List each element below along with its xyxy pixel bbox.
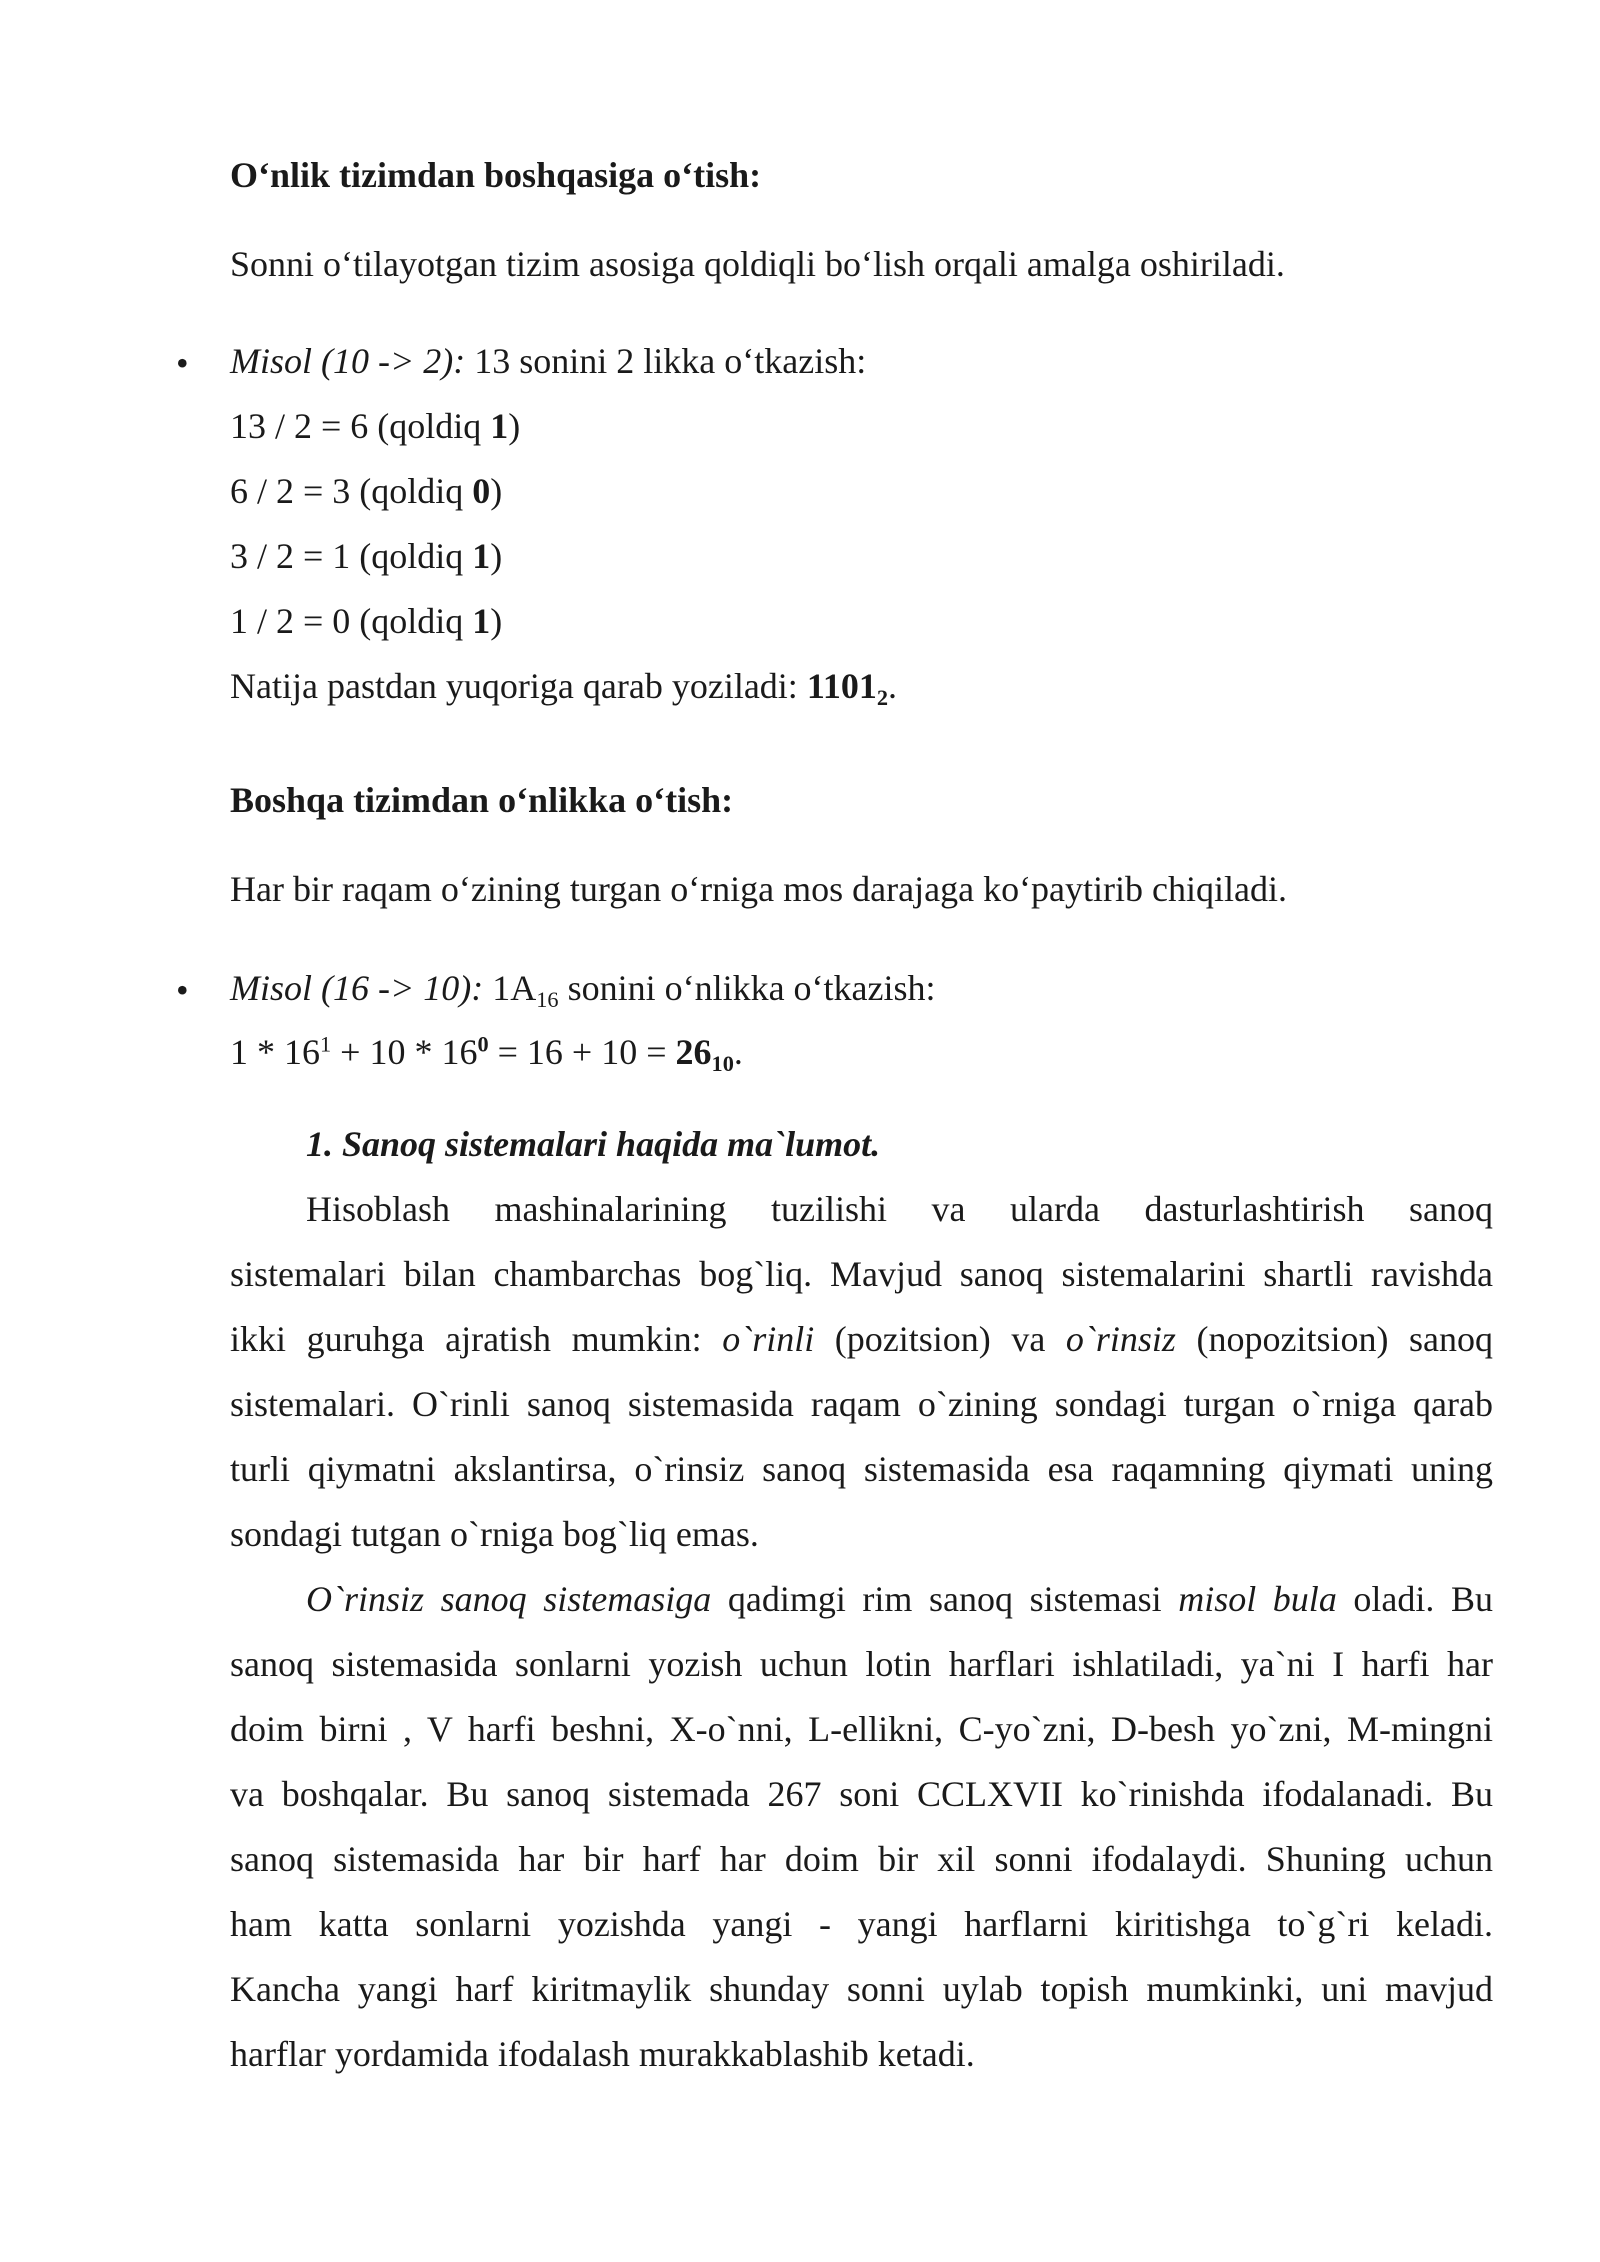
remainder: 1: [490, 406, 509, 446]
remainder: 0: [472, 471, 491, 511]
result-base: 2: [876, 685, 888, 711]
section2-example: Misol (16 -> 10): $1A_{16}$ sonini o‘nlikka o‘tkazish:: [230, 968, 936, 1013]
section3-heading: 1. Sanoq sistemalari haqida ma`lumot.: [306, 1124, 881, 1164]
result-value: 1101: [806, 666, 877, 706]
section1-result: Natija pastdan yuqoriga qarab yoziladi: $1101_2$.: [230, 666, 897, 711]
example-label: Misol (16 -> 10):: [230, 968, 484, 1008]
section1-heading: O‘nlik tizimdan boshqasiga o‘tish:: [230, 155, 762, 195]
bullet-icon: [176, 970, 189, 1011]
section1-intro: Sonni o‘tilayotgan tizim asosiga qoldiqli bo‘lish orqali amalga oshiriladi.: [230, 244, 1285, 284]
section2-formula: $1 * 16^1 + 10 * 16^0 = 16 + 10 = 26_{10}$.: [230, 1031, 743, 1077]
section2-heading: Boshqa tizimdan o‘nlikka o‘tish:: [230, 780, 734, 820]
example-text: 13 sonini 2 likka o‘tkazish:: [465, 341, 867, 381]
example-label: Misol (10 -> 2):: [230, 341, 466, 381]
division-step: 13 / 2 = 6 (qoldiq 1): [230, 406, 521, 446]
section2-intro: Har bir raqam o‘zining turgan o‘rniga mos darajaga ko‘paytirib chiqiladi.: [230, 869, 1287, 909]
division-step: 6 / 2 = 3 (qoldiq 0): [230, 471, 503, 511]
remainder: 1: [472, 601, 491, 641]
bullet-icon: [176, 343, 189, 384]
division-step: 1 / 2 = 0 (qoldiq 1): [230, 601, 503, 641]
formula-result: 26: [675, 1032, 712, 1072]
section1-example: [230, 341, 866, 382]
document-page: O‘nlik tizimdan boshqasiga o‘tish: Sonni o‘tilayotgan tizim asosiga qoldiqli bo‘lish orqali amalga oshiriladi. • Misol (10 -> 2): 13 sonini 2 likka o‘tkazish: 13 / 2 = 6 (qoldiq 1) 6 / 2 = 3 (qoldiq 0) 3 / 2 = 1 (qoldiq 1) 1 / 2 = 0 (qoldiq 1) Natija pastdan yuqoriga qarab yoziladi: $1101_2$. Boshqa tizimdan o‘nlikka o‘tish: Har bir raqam o‘zining turgan o‘rniga mos darajaga ko‘paytirib chiqiladi. • Misol (16 -> 10): $1A_{16}$ sonini o‘nlikka o‘tkazish: $1 * 16^1 + 10 * 16^0 = 16 + 10 = 26_{10}$. 1. Sanoq sistemalari haqida ma`lumot. Hisoblash mashinalarining tuzilishi va ularda dasturlashtirish sanoq sistemalari bilan chambarchas bog`liq. Mavjud sanoq sistemalarini shartli ravishda ikki guruhga ajratish mumkin: o`rinli (pozitsion) va o`rinsiz (nopozitsion) sanoq sistemalari. O`rinli sanoq sistemasida raqam o`zining sondagi turgan o`rniga qarab turli qiymatni akslantirsa, o`rinsiz sanoq sistemasida esa raqamning qiymati uning sondagi tutgan o`rniga bog`liq emas. O`rinsiz sanoq sistemasiga qadimgi rim sanoq sistemasi misol bula oladi. Bu sanoq sistemasida sonlarni yozish uchun lotin harflari ishlatiladi, ya`ni I harfi har doim birni , V harfi beshni, X-o`nni, L-ellikni, C-yo`zni, D-besh yo`zni, M-mingni va boshqalar. Bu sanoq sistemada 267 soni CCLXVII ko`rinishda ifodalanadi. Bu sanoq sistemasida har bir harf har doim bir xil sonni ifodalaydi. Shuning uchun ham katta sonlarni yozishda yangi - yangi harflarni kiritishga to`g`ri keladi. Kancha yangi harf kiritmaylik shunday sonni uylab topish mumkinki, uni mavjud harflar yordamida ifodalash murakkablashib ketadi.: [0, 0, 1600, 2262]
division-step: 3 / 2 = 1 (qoldiq 1): [230, 536, 503, 576]
remainder: 1: [472, 536, 491, 576]
